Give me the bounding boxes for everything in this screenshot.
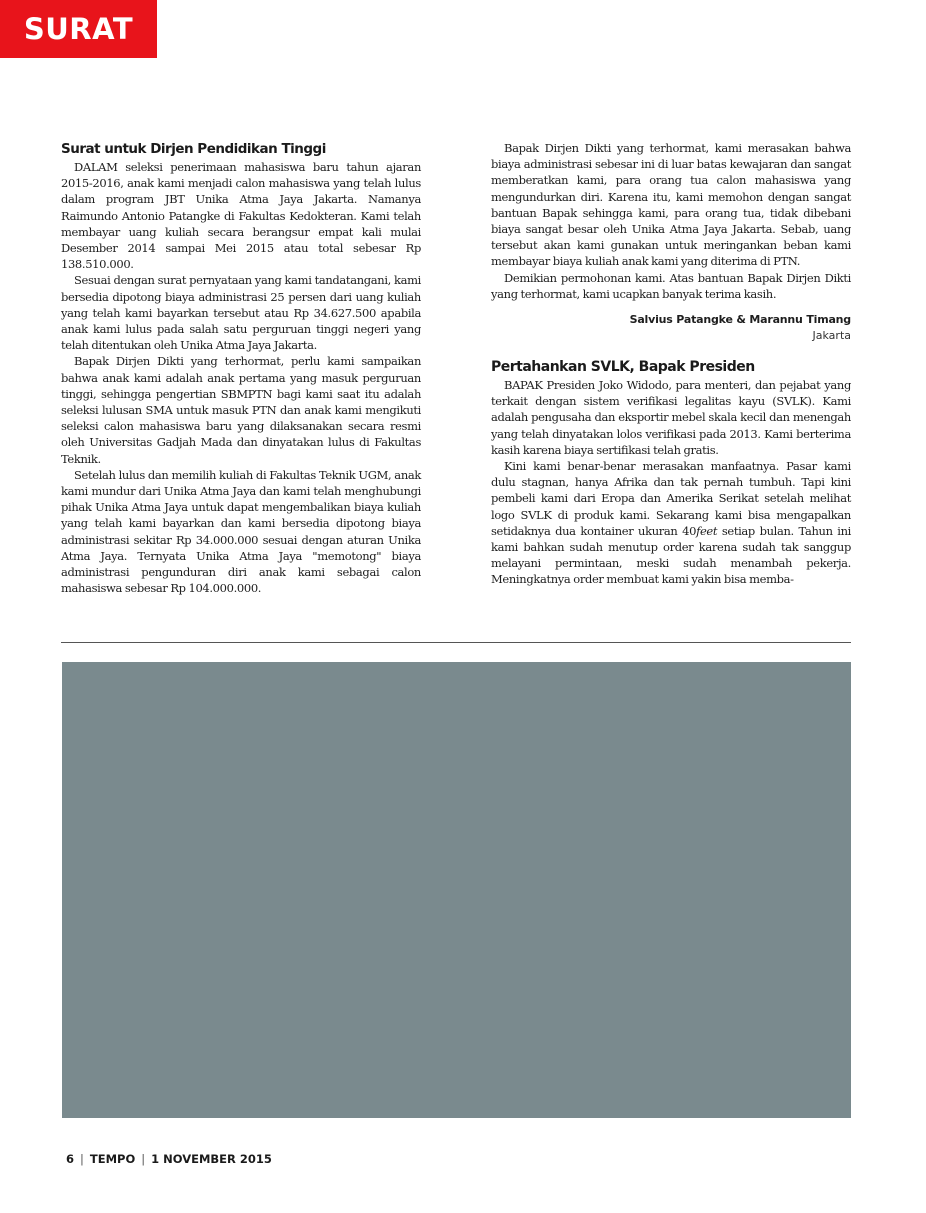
letter-1-signature: [491, 312, 851, 344]
page-number: 6: [66, 1152, 75, 1166]
letter-1-title: Surat untuk Dirjen Pendidikan Tinggi: [61, 141, 326, 157]
letter-2-paragraph-2-part-2: setiap bulan. Tahun ini kami bahkan sudah menutup order karena sudah tak sanggup melayani permintaan, meski sudah menambah pekerja. Meningkatnya order membuat kami yakin bisa memba-: [491, 523, 851, 587]
letter-2-paragraph-2: [491, 458, 851, 588]
letter-2-title: Pertahankan SVLK, Bapak Presiden: [491, 359, 755, 376]
letter-1-paragraph-2: Sesuai dengan surat pernyataan yang kami tandatangani, kami bersedia dipotong biaya administrasi 25 persen dari uang kuliah yang telah kami bayarkan tersebut atau Rp 34.627.500 apabila anak kami lulus pada salah satu perguruan tinggi negeri yang telah ditentukan oleh Unika Atma Jaya Jakarta.: [61, 273, 421, 353]
issue-date: 1 NOVEMBER 2015: [151, 1152, 272, 1166]
footer-separator: |: [80, 1152, 84, 1166]
letter-1-paragraph-1: DALAM seleksi penerimaan mahasiswa baru tahun ajaran 2015-2016, anak kami menjadi calon mahasiswa yang telah lulus dalam program JBT Unika Atma Jaya Jakarta. Namanya Raimundo Antonio Patangke di Fakultas Kedokteran. Kami telah membayar uang kuliah secara berangsur empat kali mulai Desember 2014 sampai Mei 2015 atau total sebesar Rp 138.510.000.: [61, 160, 421, 272]
section-tag: SURAT: [0, 0, 157, 58]
column-left: [61, 140, 421, 596]
signature-name: Salvius Patangke & Marannu Timang: [629, 313, 851, 327]
letter-2-paragraph-1: BAPAK Presiden Joko Widodo, para menteri, dan pejabat yang terkait dengan sistem verifikasi legalitas kayu (SVLK). Kami adalah pengusaha dan eksportir mebel skala kecil dan menengah yang telah dinyatakan lolos verifikasi pada 2013. Kami berterima kasih karena biaya sertifikasi telah gratis.: [491, 378, 851, 457]
magazine-name: TEMPO: [89, 1152, 136, 1166]
letter-1-paragraph-4: Setelah lulus dan memilih kuliah di Fakultas Teknik UGM, anak kami mundur dari Unika Atma Jaya dan kami telah menghubungi pihak Unika Atma Jaya untuk dapat mengembalikan biaya kuliah yang telah kami bayarkan dan kami bersedia dipotong biaya administrasi sekitar Rp 34.000.000 sesuai dengan aturan Unika Atma Jaya. Ternyata Unika Atma Jaya "memotong" biaya administrasi pengunduran diri anak kami sebagai calon mahasiswa sebesar Rp 104.000.000.: [61, 467, 421, 596]
letter-2-paragraph-2-italic-feet: feet: [696, 523, 718, 538]
footer-separator: |: [141, 1152, 146, 1166]
column-right: [491, 140, 851, 588]
photo-placeholder: [62, 662, 851, 1118]
divider-rule: [61, 642, 851, 643]
letter-1-paragraph-6: Demikian permohonan kami. Atas bantuan Bapak Dirjen Dikti yang terhormat, kami ucapkan banyak terima kasih.: [491, 270, 851, 301]
letter-1-paragraph-3: Bapak Dirjen Dikti yang terhormat, perlu kami sampaikan bahwa anak kami adalah anak pertama yang masuk perguruan tinggi, sehingga pengertian SBMPTN bagi kami saat itu adalah seleksi lulusan SMA untuk masuk PTN dan anak kami mengikuti seleksi calon mahasiswa baru yang dilaksanakan secara resmi oleh Universitas Gadjah Mada dan dinyatakan lulus di Fakultas Teknik.: [61, 354, 421, 466]
letter-2-paragraph-2-part-1: Kini kami benar-benar merasakan manfaatnya. Pasar kami dulu stagnan, hanya Afrika dan tak pernah tumbuh. Tapi kini pembeli kami dari Eropa dan Amerika Serikat setelah melihat logo SVLK di produk kami. Sekarang kami bisa mengapalkan setidaknya dua kontainer ukuran 40: [491, 459, 851, 538]
letter-1-paragraph-5: Bapak Dirjen Dikti yang terhormat, kami merasakan bahwa biaya administrasi sebesar ini di luar batas kewajaran dan sangat memberatkan kami, para orang tua calon mahasiswa yang mengundurkan diri. Karena itu, kami memohon dengan sangat bantuan Bapak sehingga kami, para orang tua, tidak dibebani biaya sangat besar oleh Unika Atma Jaya Jakarta. Sebab, uang tersebut akan kami gunakan untuk meringankan beban kami membayar biaya kuliah anak kami yang diterima di PTN.: [491, 141, 851, 269]
page-footer: [66, 1152, 272, 1166]
signature-city: Jakarta: [812, 329, 851, 343]
